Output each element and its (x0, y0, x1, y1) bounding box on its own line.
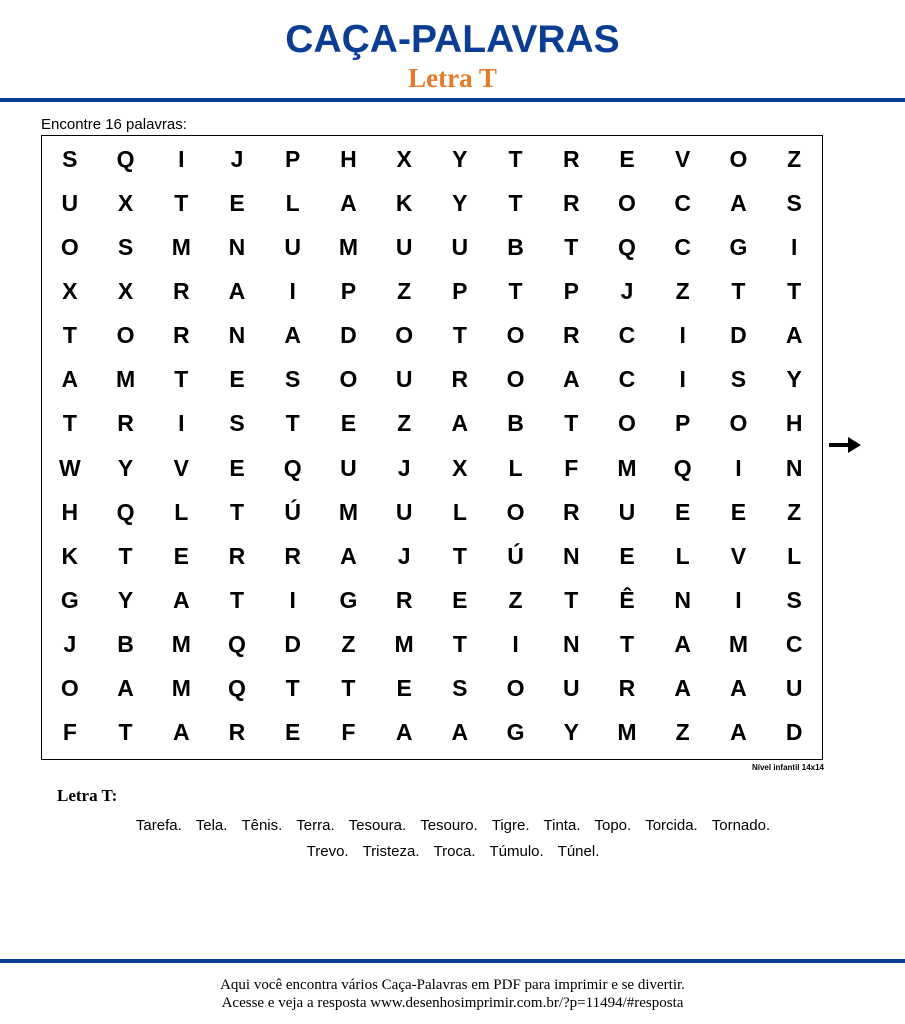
grid-cell: Z (675, 719, 690, 746)
word-list-item: Trevo. (306, 843, 349, 860)
grid-cell: E (229, 189, 245, 216)
footer-line-2: Acesse e veja a resposta www.desenhosimprimir.com.br/?p=11494/#resposta (221, 995, 684, 1011)
grid-cell: I (679, 366, 686, 393)
grid-cell: E (285, 719, 301, 746)
grid-cell: U (395, 498, 413, 525)
word-list-item: Troca. (433, 843, 476, 860)
grid-cell: R (228, 542, 246, 569)
grid-cell: S (730, 366, 747, 393)
level-label: Nível infantil 14x14 (751, 763, 824, 772)
grid-cell: A (284, 322, 302, 349)
grid-cell: D (730, 322, 747, 349)
grid-cell: R (618, 675, 636, 702)
grid-cell: K (61, 542, 79, 569)
grid-cell: S (117, 233, 134, 260)
grid-cell: T (452, 631, 467, 658)
grid-cell: Z (675, 277, 690, 304)
grid-cell: M (171, 675, 191, 702)
grid-cell: U (395, 233, 413, 260)
grid-cell: T (229, 498, 245, 525)
word-list-item: Terra. (296, 817, 335, 834)
grid-cell: L (452, 498, 467, 525)
grid-cell: F (564, 454, 579, 481)
word-search-grid (41, 135, 823, 760)
grid-cell: J (63, 631, 77, 658)
grid-cell: A (451, 719, 469, 746)
grid-cell: T (619, 631, 635, 658)
grid-cell: U (284, 233, 302, 260)
grid-cell: T (118, 719, 133, 746)
grid-cell: H (340, 145, 357, 172)
grid-cell: J (620, 277, 634, 304)
grid-cell: J (230, 145, 244, 172)
grid-cell: T (341, 675, 356, 702)
grid-cell: T (508, 145, 523, 172)
grid-cell: P (285, 145, 301, 172)
grid-cell: T (564, 410, 579, 437)
grid-cell: C (674, 189, 692, 216)
grid-cell: E (229, 454, 245, 481)
grid-cell: E (173, 542, 189, 569)
grid-cell: U (340, 454, 357, 481)
grid-cell: A (172, 719, 190, 746)
grid-cell: Q (283, 454, 302, 481)
grid-cell: U (785, 675, 803, 702)
grid-cell: U (562, 675, 580, 702)
grid-cell: A (172, 586, 190, 613)
grid-cell: P (340, 277, 357, 304)
grid-cell: L (787, 542, 802, 569)
grid-cell: X (117, 189, 134, 216)
grid-cell: A (61, 366, 79, 393)
grid-cell: T (174, 189, 189, 216)
grid-cell: H (785, 410, 803, 437)
grid-cell: A (730, 675, 747, 702)
grid-cell: A (562, 366, 580, 393)
grid-cell: Z (341, 631, 356, 658)
grid-cell: V (730, 542, 747, 569)
grid-cell: J (397, 454, 411, 481)
grid-cell: K (395, 189, 413, 216)
grid-cell: O (506, 322, 525, 349)
grid-cell: U (618, 498, 636, 525)
grid-cell: Z (508, 586, 523, 613)
grid-cell: Q (116, 498, 135, 525)
word-list-item: Tênis. (241, 817, 283, 834)
grid-cell: R (172, 277, 190, 304)
grid-cell: Y (452, 145, 468, 172)
grid-cell: L (508, 454, 523, 481)
word-list-item: Torcida. (645, 817, 698, 834)
grid-cell: T (118, 542, 133, 569)
grid-cell: O (618, 410, 636, 437)
grid-cell: I (512, 631, 519, 658)
grid-cell: G (506, 719, 525, 746)
grid-cell: A (451, 410, 469, 437)
grid-cell: T (229, 586, 245, 613)
grid-cell: M (171, 233, 191, 260)
grid-cell: Q (618, 233, 636, 260)
grid-cell: Z (397, 277, 412, 304)
grid-cell: X (396, 145, 412, 172)
grid-cell: R (562, 189, 580, 216)
grid-cell: D (340, 322, 357, 349)
grid-cell: M (728, 631, 748, 658)
grid-cell: T (564, 586, 579, 613)
grid-cell: S (786, 189, 802, 216)
grid-cell: N (562, 542, 580, 569)
grid-cell: C (618, 366, 636, 393)
grid-cell: T (452, 542, 467, 569)
grid-cell: X (62, 277, 78, 304)
grid-cell: O (116, 322, 135, 349)
grid-cell: R (451, 366, 469, 393)
page-title: CAÇA-PALAVRAS (285, 18, 620, 61)
grid-cell: O (60, 233, 79, 260)
grid-cell: T (564, 233, 579, 260)
grid-cell: Y (563, 719, 579, 746)
grid-cell: M (394, 631, 414, 658)
grid-cell: Y (452, 189, 468, 216)
grid-cell: C (618, 322, 636, 349)
grid-cell: A (340, 542, 357, 569)
grid-cell: N (674, 586, 692, 613)
grid-cell: A (117, 675, 134, 702)
grid-cell: T (62, 410, 77, 437)
footer-divider (0, 959, 905, 963)
grid-cell: A (730, 189, 747, 216)
grid-cell: T (787, 277, 802, 304)
grid-cell: M (617, 454, 637, 481)
grid-cell: R (562, 322, 580, 349)
grid-cell: W (58, 454, 81, 481)
word-list-item: Tarefa. (135, 817, 182, 834)
grid-cell: J (397, 542, 411, 569)
grid-cell: Z (397, 410, 412, 437)
instruction-text: Encontre 16 palavras: (41, 116, 187, 133)
grid-cell: X (452, 454, 468, 481)
grid-cell: I (178, 410, 185, 437)
grid-cell: A (674, 675, 692, 702)
grid-cell: G (729, 233, 748, 260)
grid-cell: A (228, 277, 246, 304)
grid-cell: G (60, 586, 79, 613)
grid-cell: Q (228, 631, 246, 658)
grid-cell: R (562, 145, 580, 172)
grid-cell: D (785, 719, 803, 746)
grid-cell: E (730, 498, 747, 525)
grid-cell: U (61, 189, 79, 216)
word-list-item: Topo. (594, 817, 632, 834)
grid-cell: P (675, 410, 691, 437)
grid-cell: E (675, 498, 691, 525)
grid-cell: I (289, 586, 296, 613)
grid-cell: A (340, 189, 357, 216)
grid-cell: N (562, 631, 580, 658)
grid-cell: V (173, 454, 189, 481)
grid-cell: C (785, 631, 803, 658)
grid-cell: N (228, 322, 246, 349)
grid-cell: M (171, 631, 191, 658)
grid-cell: M (338, 233, 358, 260)
footer (0, 976, 905, 1012)
grid-cell: S (229, 410, 245, 437)
grid-cell: F (341, 719, 356, 746)
word-list-heading: Letra T: (57, 786, 118, 805)
grid-cell: O (729, 145, 748, 172)
grid-cell: O (618, 189, 636, 216)
grid-cell: T (508, 189, 523, 216)
grid-cell: T (174, 366, 189, 393)
grid-cell: R (117, 410, 134, 437)
grid-cell: Q (673, 454, 692, 481)
grid-cell: Z (787, 498, 802, 525)
grid-cell: E (452, 586, 468, 613)
grid-cell: U (451, 233, 469, 260)
grid-cell: R (228, 719, 246, 746)
grid-cell: A (785, 322, 803, 349)
grid-cell: M (338, 498, 358, 525)
page-subtitle: Letra T (408, 63, 497, 93)
grid-cell: O (339, 366, 358, 393)
grid-cell: H (61, 498, 79, 525)
grid-cell: R (172, 322, 190, 349)
grid-cell: Ú (507, 542, 524, 569)
grid-cell: T (285, 410, 300, 437)
grid-cell: D (284, 631, 302, 658)
grid-cell: Q (228, 675, 246, 702)
word-list (41, 813, 865, 865)
grid-cell: A (395, 719, 413, 746)
grid-cell: O (506, 366, 525, 393)
grid-cell: I (178, 145, 185, 172)
word-list-item: Tristeza. (362, 843, 420, 860)
grid-cell: R (395, 586, 413, 613)
grid-cell: O (60, 675, 79, 702)
grid-cell: X (117, 277, 134, 304)
grid-cell: S (452, 675, 468, 702)
grid-cell: Y (117, 454, 134, 481)
grid-cell: P (452, 277, 468, 304)
grid-cell: N (228, 233, 246, 260)
grid-cell: A (730, 719, 747, 746)
grid-cell: S (285, 366, 301, 393)
grid-cell: E (229, 366, 245, 393)
word-list-item: Tesouro. (420, 817, 478, 834)
grid-cell: Ê (619, 586, 635, 613)
grid-cell: Y (117, 586, 134, 613)
grid-cell: Ú (284, 498, 302, 525)
footer-line-1: Aqui você encontra vários Caça-Palavras em PDF para imprimir e se divertir. (220, 977, 685, 993)
grid-cell: E (619, 145, 635, 172)
letter-grid (42, 136, 822, 759)
grid-cell: L (285, 189, 300, 216)
grid-cell: E (340, 410, 357, 437)
word-list-item: Tesoura. (348, 817, 407, 834)
grid-cell: O (506, 675, 525, 702)
header-divider (0, 98, 905, 102)
grid-cell: M (115, 366, 136, 393)
grid-cell: I (735, 454, 742, 481)
word-list-item: Tornado. (711, 817, 771, 834)
grid-cell: B (507, 233, 524, 260)
grid-cell: M (617, 719, 637, 746)
grid-cell: E (396, 675, 412, 702)
grid-cell: I (790, 233, 798, 260)
grid-cell: S (62, 145, 78, 172)
grid-cell: L (174, 498, 189, 525)
grid-cell: O (729, 410, 748, 437)
grid-cell: Z (787, 145, 802, 172)
word-list-item: Túmulo. (489, 843, 544, 860)
grid-cell: A (674, 631, 692, 658)
grid-cell: L (675, 542, 690, 569)
word-list-item: Tela. (195, 817, 228, 834)
grid-cell: I (735, 586, 742, 613)
grid-cell: B (507, 410, 524, 437)
word-list-item: Túnel. (557, 843, 600, 860)
grid-cell: T (731, 277, 746, 304)
grid-cell: B (117, 631, 134, 658)
grid-cell: O (395, 322, 414, 349)
grid-cell: T (285, 675, 300, 702)
right-arrow-icon (829, 436, 861, 454)
grid-cell: R (562, 498, 580, 525)
grid-cell: F (62, 719, 77, 746)
grid-cell: U (395, 366, 413, 393)
word-list-item: Tigre. (491, 817, 530, 834)
word-list-item: Tinta. (543, 817, 581, 834)
grid-cell: N (785, 454, 803, 481)
grid-cell: V (675, 145, 691, 172)
grid-cell: S (786, 586, 802, 613)
grid-cell: O (506, 498, 525, 525)
grid-cell: G (339, 586, 358, 613)
grid-cell: P (563, 277, 579, 304)
grid-cell: T (452, 322, 467, 349)
grid-cell: T (62, 322, 77, 349)
grid-cell: I (679, 322, 686, 349)
grid-cell: T (508, 277, 523, 304)
grid-cell: Q (116, 145, 135, 172)
grid-cell: R (284, 542, 302, 569)
grid-cell: C (674, 233, 692, 260)
grid-cell: E (619, 542, 635, 569)
grid-cell: I (289, 277, 296, 304)
grid-cell: Y (786, 366, 802, 393)
